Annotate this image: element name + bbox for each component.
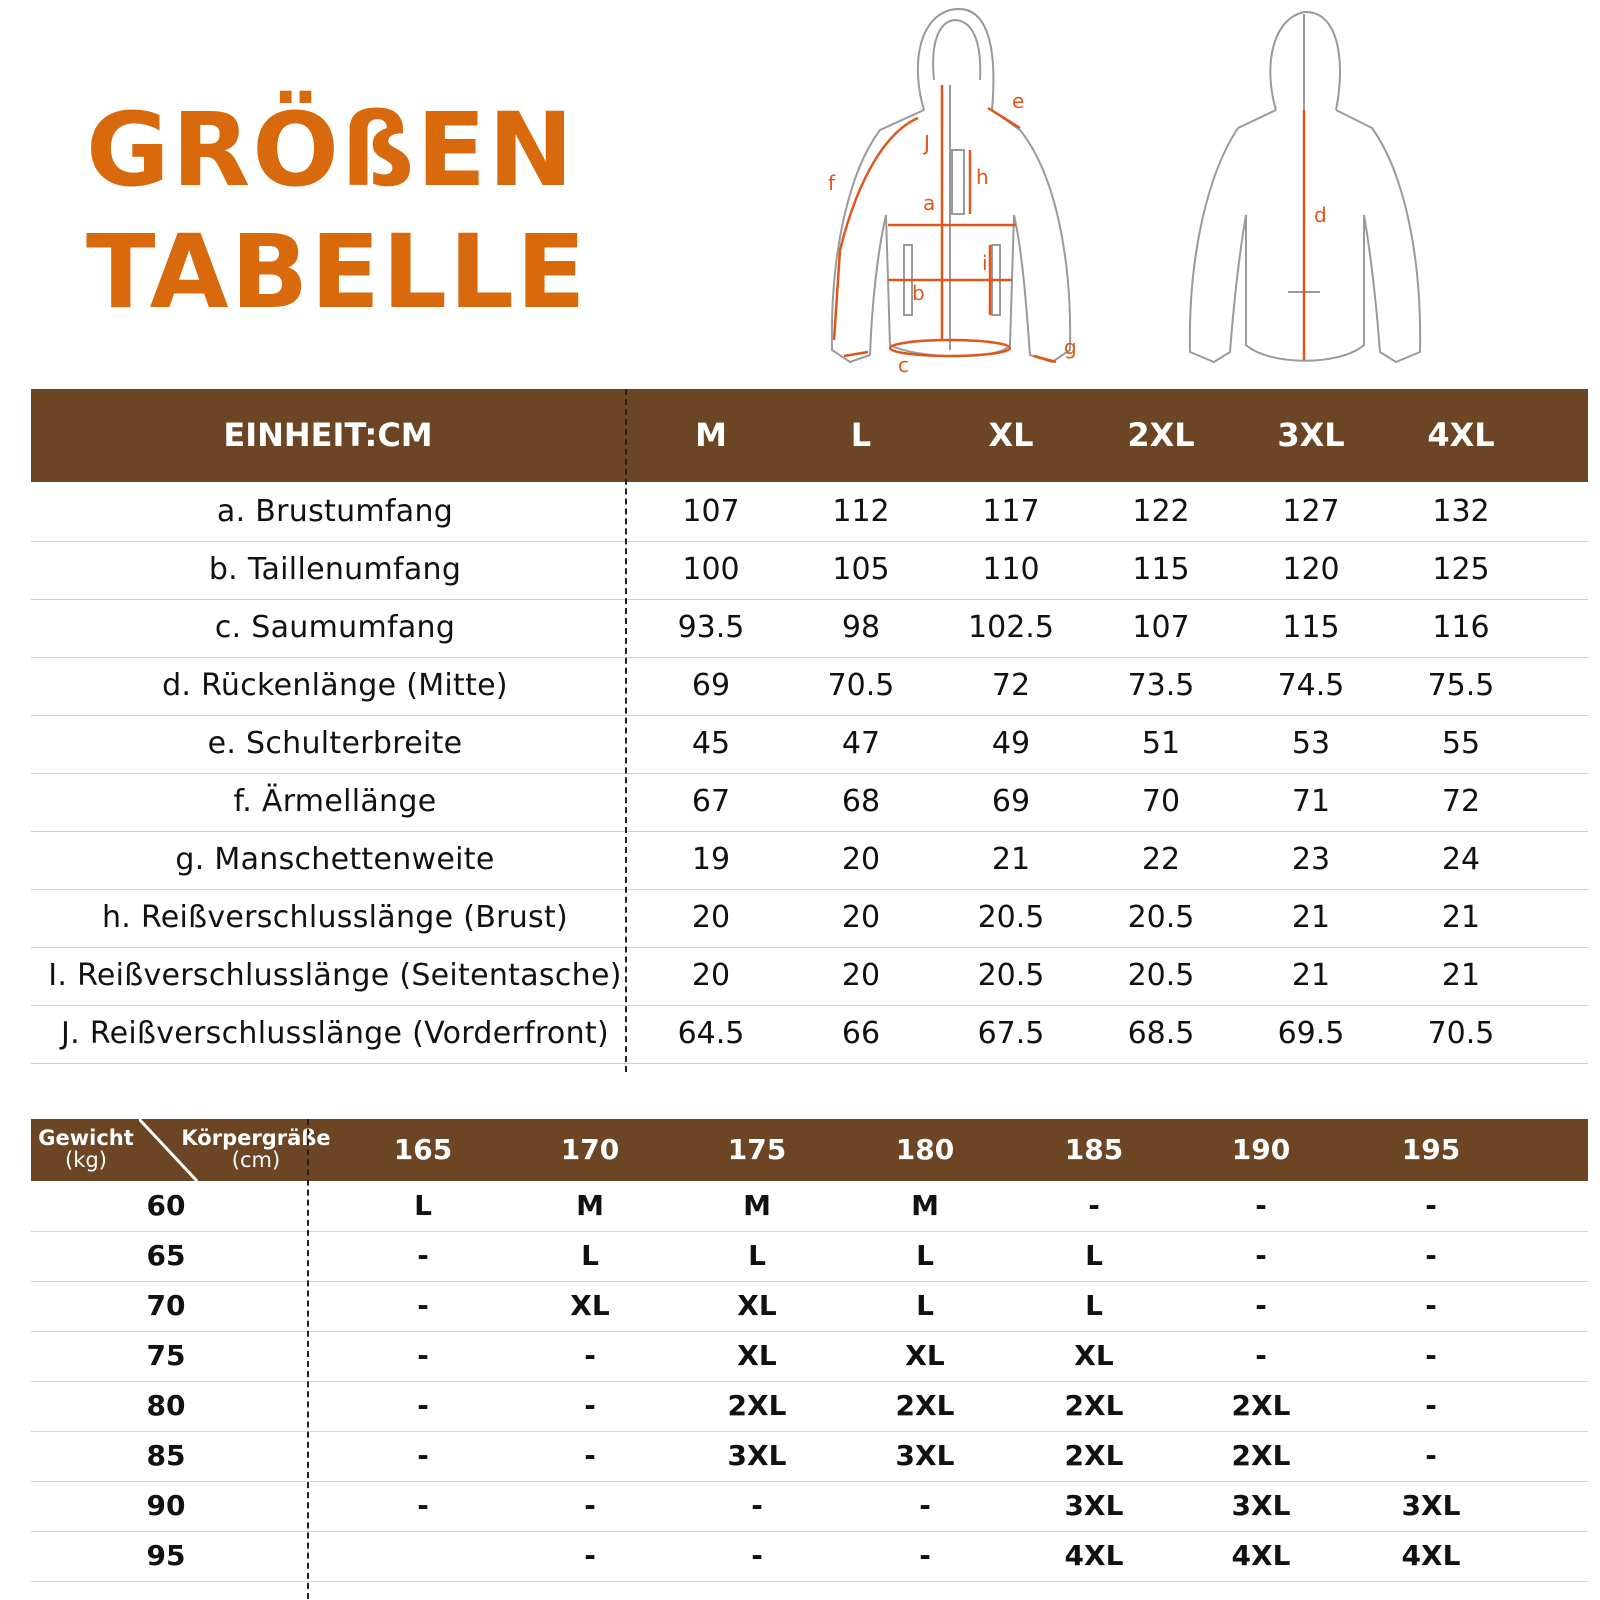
recommended-size-cell: - (1255, 1189, 1267, 1222)
recommended-size-cell: - (584, 1439, 596, 1472)
recommended-size-cell: 4XL (1231, 1539, 1291, 1572)
table-cell: 98 (841, 610, 881, 645)
page-title-line-2: TABELLE (86, 213, 588, 332)
table-cell: 125 (1432, 552, 1490, 587)
table-cell: 93.5 (677, 610, 745, 645)
table-cell: 110 (982, 552, 1040, 587)
jacket-front-svg (820, 0, 1110, 380)
table-cell: 67 (691, 784, 731, 819)
table-cell: 70.5 (1427, 1016, 1495, 1051)
height-header-180: 180 (895, 1133, 955, 1166)
table-cell: 68.5 (1127, 1016, 1195, 1051)
measurement-label: h. Reißverschlusslänge (Brust) (101, 900, 569, 935)
table-row (31, 1004, 1588, 1064)
table-cell: 21 (1291, 900, 1331, 935)
table-cell: 69 (691, 668, 731, 703)
table-cell: 116 (1432, 610, 1490, 645)
table-cell: 117 (982, 494, 1040, 529)
diagram-label-j: J (924, 131, 930, 155)
recommended-size-cell: - (1425, 1239, 1437, 1272)
size-table-divider (625, 389, 627, 1072)
table-cell: 74.5 (1277, 668, 1345, 703)
table-cell: 68 (841, 784, 881, 819)
diagram-label-g: g (1064, 335, 1077, 359)
table-cell: 122 (1132, 494, 1190, 529)
recommended-size-cell: - (1425, 1189, 1437, 1222)
recommended-size-cell: - (417, 1489, 429, 1522)
table-cell: 53 (1291, 726, 1331, 761)
corner-height-label (171, 1127, 341, 1171)
recommended-size-cell: 4XL (1401, 1539, 1461, 1572)
measurement-label: c. Saumumfang (214, 610, 456, 645)
table-row (31, 1381, 1588, 1432)
measurement-label: d. Rückenlänge (Mitte) (162, 668, 508, 703)
size-table (31, 389, 1588, 1089)
table-cell: 21 (1291, 958, 1331, 993)
recommended-size-cell: XL (570, 1289, 610, 1322)
recommended-size-cell: XL (737, 1339, 777, 1372)
table-cell: 67.5 (977, 1016, 1045, 1051)
table-row (31, 946, 1588, 1006)
table-row (31, 1531, 1588, 1582)
table-row (31, 714, 1588, 774)
recommended-size-cell: - (1255, 1289, 1267, 1322)
recommended-size-cell: - (584, 1339, 596, 1372)
table-cell: 72 (1441, 784, 1481, 819)
corner-weight-title: Gewicht (38, 1126, 134, 1150)
size-table-header (31, 389, 1588, 482)
recommended-size-cell: - (417, 1289, 429, 1322)
weight-label: 90 (146, 1489, 186, 1522)
table-cell: 105 (832, 552, 890, 587)
recommended-size-cell: M (576, 1189, 604, 1222)
size-header-xl: XL (988, 416, 1034, 454)
height-header-185: 185 (1064, 1133, 1124, 1166)
recommended-size-cell: 3XL (1401, 1489, 1461, 1522)
height-header-190: 190 (1231, 1133, 1291, 1166)
recommended-size-cell: 2XL (727, 1389, 787, 1422)
recommended-size-cell: - (1425, 1339, 1437, 1372)
recommended-size-cell: - (1255, 1339, 1267, 1372)
size-header-3xl: 3XL (1277, 416, 1345, 454)
size-header-2xl: 2XL (1127, 416, 1195, 454)
recommended-size-cell: 3XL (1231, 1489, 1291, 1522)
height-header-175: 175 (727, 1133, 787, 1166)
table-row (31, 888, 1588, 948)
table-cell: 20.5 (1127, 958, 1195, 993)
table-cell: 71 (1291, 784, 1331, 819)
size-recommendation-table (31, 1119, 1588, 1599)
recommended-size-cell: - (1255, 1239, 1267, 1272)
weight-label: 65 (146, 1239, 186, 1272)
jacket-back-diagram (1180, 0, 1430, 380)
corner-height-title: Körpergräße (181, 1126, 331, 1150)
corner-weight-unit: (kg) (65, 1148, 107, 1172)
recommended-size-cell (343, 1531, 503, 1581)
recommended-size-cell: XL (905, 1339, 945, 1372)
table-row (31, 1181, 1588, 1232)
table-cell: 69.5 (1277, 1016, 1345, 1051)
recommended-size-cell: - (584, 1539, 596, 1572)
corner-height-unit: (cm) (231, 1148, 281, 1172)
recommended-size-cell: 2XL (1231, 1389, 1291, 1422)
recommended-size-cell: 3XL (895, 1439, 955, 1472)
table-cell: 112 (832, 494, 890, 529)
recommended-size-cell: L (748, 1239, 766, 1272)
height-header-170: 170 (560, 1133, 620, 1166)
weight-label: 80 (146, 1389, 186, 1422)
diagram-label-f: f (828, 171, 836, 195)
table-cell: 70 (1141, 784, 1181, 819)
table-cell: 20.5 (977, 900, 1045, 935)
table-cell: 132 (1432, 494, 1490, 529)
recommended-size-cell: - (919, 1539, 931, 1572)
recommended-size-cell: - (584, 1489, 596, 1522)
table-cell: 70.5 (827, 668, 895, 703)
table-cell: 21 (1441, 900, 1481, 935)
corner-weight-label (31, 1127, 141, 1171)
table-cell: 21 (991, 842, 1031, 877)
measurement-label: e. Schulterbreite (207, 726, 463, 761)
table-cell: 127 (1282, 494, 1340, 529)
table-cell: 20 (841, 842, 881, 877)
table-cell: 51 (1141, 726, 1181, 761)
recommended-size-cell: L (1085, 1289, 1103, 1322)
unit-label: EINHEIT:CM (223, 416, 433, 454)
recommended-size-cell: 4XL (1064, 1539, 1124, 1572)
recommended-size-cell: 2XL (1064, 1439, 1124, 1472)
table-cell: 72 (991, 668, 1031, 703)
weight-label: 85 (146, 1439, 186, 1472)
measurement-label: I. Reißverschlusslänge (Seitentasche) (48, 958, 622, 993)
weight-label: 70 (146, 1289, 186, 1322)
table-cell: 102.5 (968, 610, 1054, 645)
table-row (31, 1231, 1588, 1282)
recommended-size-cell: 3XL (727, 1439, 787, 1472)
table-row (31, 1431, 1588, 1482)
table-cell: 49 (991, 726, 1031, 761)
recommended-size-cell: - (919, 1489, 931, 1522)
table-cell: 20 (691, 958, 731, 993)
recommended-size-cell: - (1088, 1189, 1100, 1222)
recommended-size-cell: L (1085, 1239, 1103, 1272)
table-cell: 20 (691, 900, 731, 935)
recommended-size-cell: - (417, 1239, 429, 1272)
table-cell: 115 (1132, 552, 1190, 587)
table-cell: 115 (1282, 610, 1340, 645)
table-cell: 21 (1441, 958, 1481, 993)
table-cell: 24 (1441, 842, 1481, 877)
jacket-front-diagram (820, 0, 1110, 380)
table-cell: 75.5 (1427, 668, 1495, 703)
measurement-label: a. Brustumfang (216, 494, 454, 529)
table-cell: 22 (1141, 842, 1181, 877)
recommended-size-cell: 3XL (1064, 1489, 1124, 1522)
table-cell: 73.5 (1127, 668, 1195, 703)
recommended-size-cell: XL (737, 1289, 777, 1322)
jacket-back-svg (1180, 0, 1430, 380)
recommended-size-cell: - (1425, 1289, 1437, 1322)
table-row (31, 772, 1588, 832)
table-cell: 19 (691, 842, 731, 877)
recommended-size-cell: M (743, 1189, 771, 1222)
size-header-l: L (850, 416, 872, 454)
table-cell: 107 (1132, 610, 1190, 645)
recommended-size-cell: - (1425, 1439, 1437, 1472)
diagram-label-d: d (1314, 203, 1327, 227)
table-cell: 100 (682, 552, 740, 587)
height-header-195: 195 (1401, 1133, 1461, 1166)
table-cell: 69 (991, 784, 1031, 819)
recommended-size-cell: - (751, 1489, 763, 1522)
height-header-165: 165 (393, 1133, 453, 1166)
table-cell: 66 (841, 1016, 881, 1051)
recommended-size-cell: - (417, 1389, 429, 1422)
table-cell: 107 (682, 494, 740, 529)
recommendation-table-divider (307, 1119, 309, 1599)
weight-label: 60 (146, 1189, 186, 1222)
table-cell: 20 (841, 900, 881, 935)
table-cell: 45 (691, 726, 731, 761)
table-cell: 64.5 (677, 1016, 745, 1051)
diagram-label-e: e (1012, 89, 1025, 113)
measurement-label: J. Reißverschlusslänge (Vorderfront) (61, 1016, 609, 1051)
recommended-size-cell: 2XL (1231, 1439, 1291, 1472)
diagram-label-a: a (923, 191, 936, 215)
recommended-size-cell: - (417, 1339, 429, 1372)
page-title-line-1: GRÖßEN (86, 91, 576, 210)
table-row (31, 1281, 1588, 1332)
recommended-size-cell: - (1425, 1389, 1437, 1422)
diagram-label-b: b (912, 281, 925, 305)
recommended-size-cell: 2XL (1064, 1389, 1124, 1422)
table-cell: 47 (841, 726, 881, 761)
recommended-size-cell: L (916, 1289, 934, 1322)
recommended-size-cell: L (581, 1239, 599, 1272)
diagram-label-h: h (976, 165, 989, 189)
table-cell: 55 (1441, 726, 1481, 761)
table-cell: 120 (1282, 552, 1340, 587)
table-cell: 23 (1291, 842, 1331, 877)
size-header-m: M (695, 416, 727, 454)
table-cell: 20.5 (977, 958, 1045, 993)
recommended-size-cell: L (916, 1239, 934, 1272)
table-row (31, 1481, 1588, 1532)
recommended-size-cell: XL (1074, 1339, 1114, 1372)
measurement-label: f. Ärmellänge (233, 784, 437, 819)
table-row (31, 540, 1588, 600)
recommended-size-cell: 2XL (895, 1389, 955, 1422)
table-row (31, 1331, 1588, 1382)
measurement-label: g. Manschettenweite (175, 842, 495, 877)
diagram-label-c: c (898, 353, 909, 377)
recommended-size-cell: - (584, 1389, 596, 1422)
recommended-size-cell: L (414, 1189, 432, 1222)
recommendation-table-header (31, 1119, 1588, 1181)
table-cell: 20 (841, 958, 881, 993)
recommended-size-cell: - (751, 1539, 763, 1572)
table-row (31, 656, 1588, 716)
weight-label: 75 (146, 1339, 186, 1372)
diagram-label-i: i (982, 251, 988, 275)
table-row (31, 598, 1588, 658)
table-cell: 20.5 (1127, 900, 1195, 935)
table-row (31, 482, 1588, 542)
recommended-size-cell: M (911, 1189, 939, 1222)
recommended-size-cell: - (417, 1439, 429, 1472)
weight-label: 95 (146, 1539, 186, 1572)
size-header-4xl: 4XL (1427, 416, 1495, 454)
table-row (31, 830, 1588, 890)
measurement-label: b. Taillenumfang (208, 552, 462, 587)
